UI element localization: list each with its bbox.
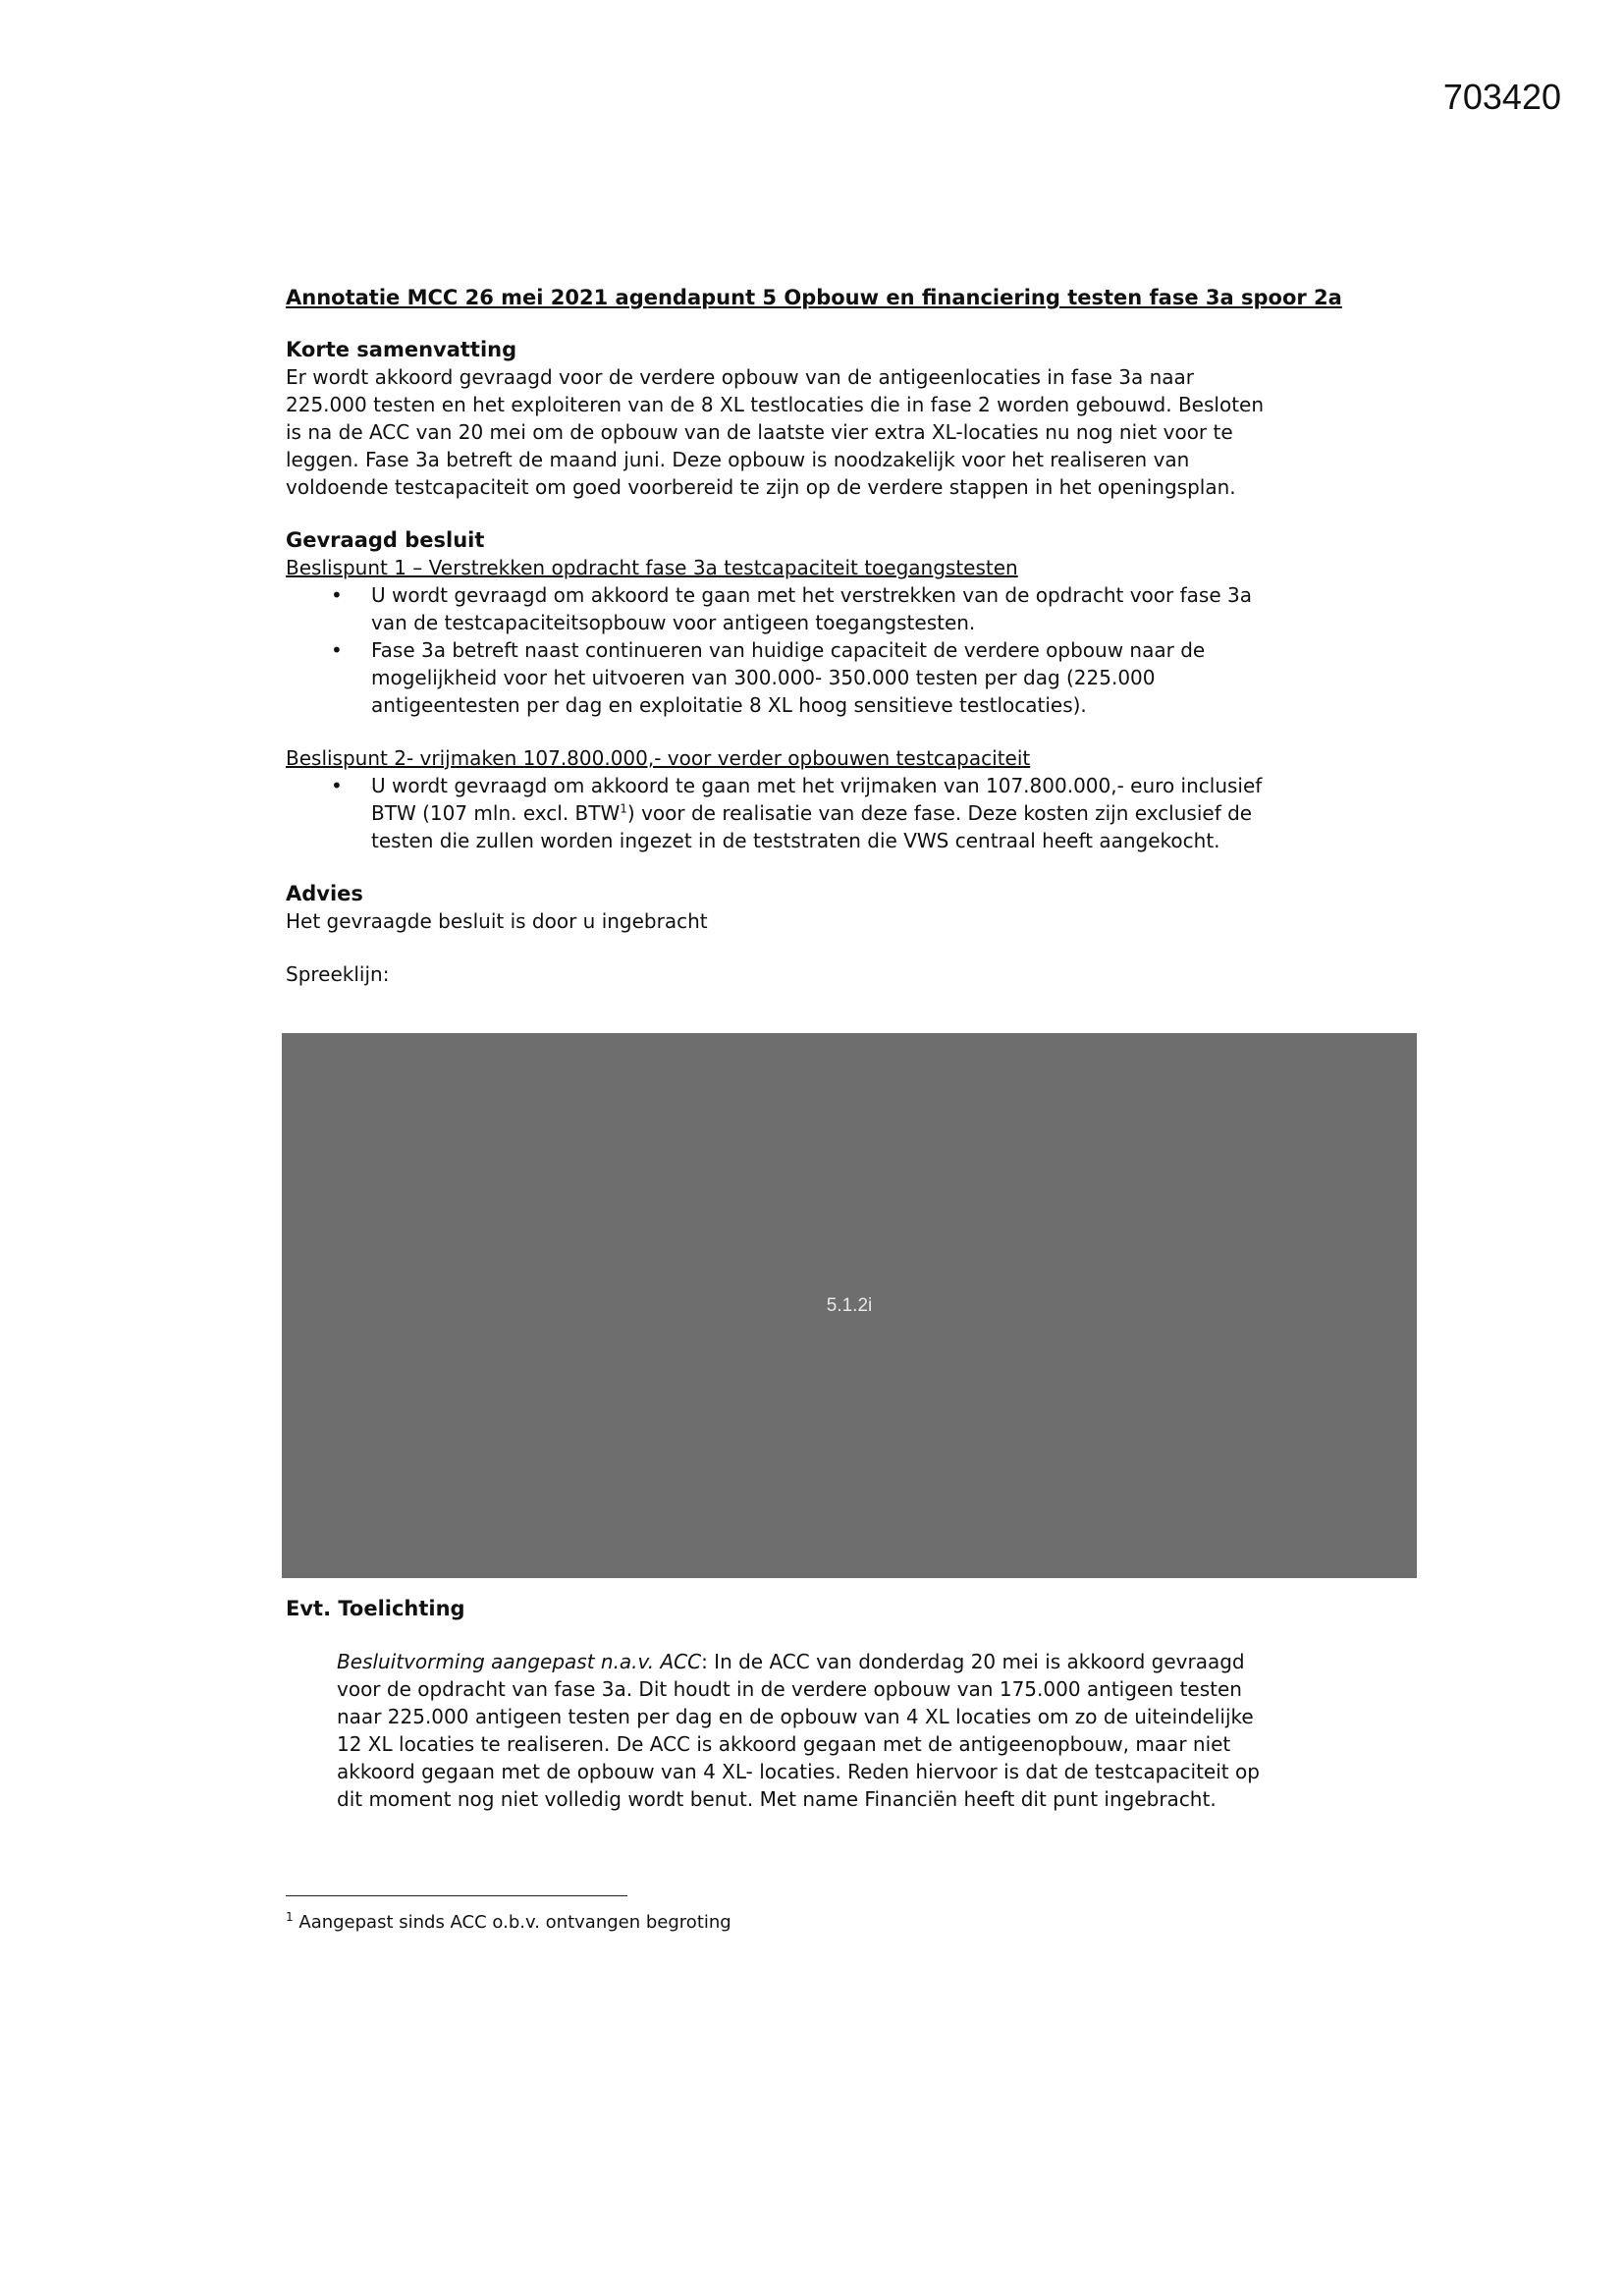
samenvatting-line: leggen. Fase 3a betreft de maand juni. Deze opbouw is noodzakelijk voor het realiseren van bbox=[286, 448, 1190, 471]
footnote-number: 1 bbox=[286, 1910, 294, 1924]
section-spreeklijn bbox=[286, 960, 1366, 988]
list-item bbox=[286, 581, 1366, 636]
toelichting-line: dit moment nog niet volledig wordt benut. Met name Financiën heeft dit punt ingebracht. bbox=[337, 1787, 1217, 1811]
toelichting-line bbox=[337, 1648, 1338, 1675]
bullet-line: van de testcapaciteitsopbouw voor antigeen toegangstesten. bbox=[371, 611, 976, 634]
toelichting-text: : In de ACC van donderdag 20 mei is akkoord gevraagd bbox=[701, 1650, 1245, 1673]
redaction-block bbox=[282, 1033, 1417, 1578]
toelichting-line: akkoord gegaan met de opbouw van 4 XL- locaties. Reden hiervoor is dat de testcapaciteit op bbox=[337, 1760, 1260, 1783]
document-number: 703420 bbox=[1442, 77, 1561, 117]
toelichting-body bbox=[337, 1648, 1338, 1813]
advies-heading: Advies bbox=[286, 882, 363, 905]
bullet-line bbox=[371, 799, 1366, 827]
toelichting-lead: Besluitvorming aangepast n.a.v. ACC bbox=[337, 1650, 702, 1673]
bullet-text: ) voor de realisatie van deze fase. Deze kosten zijn exclusief de bbox=[626, 801, 1253, 825]
section-besluit bbox=[286, 526, 1366, 719]
footnote-ref: 1 bbox=[620, 801, 627, 816]
toelichting-heading: Evt. Toelichting bbox=[286, 1597, 465, 1620]
list-item bbox=[286, 772, 1366, 854]
bullet-line: testen die zullen worden ingezet in de teststraten die VWS centraal heeft aangekocht. bbox=[371, 829, 1220, 852]
samenvatting-heading: Korte samenvatting bbox=[286, 338, 517, 361]
document-body bbox=[286, 285, 1366, 988]
toelichting-line: voor de opdracht van fase 3a. Dit houdt in de verdere opbouw van 175.000 antigeen testen bbox=[337, 1677, 1242, 1701]
bullet-line: • U wordt gevraagd om akkoord te gaan met het verstrekken van de opdracht voor fase 3a bbox=[371, 583, 1252, 607]
redaction-code: 5.1.2i bbox=[826, 1294, 873, 1316]
samenvatting-line: Er wordt akkoord gevraagd voor de verdere opbouw van de antigeenlocaties in fase 3a naar bbox=[286, 365, 1194, 389]
toelichting-line: 12 XL locaties te realiseren. De ACC is akkoord gegaan met de antigeenopbouw, maar niet bbox=[337, 1732, 1231, 1756]
beslispunt-2-heading: Beslispunt 2- vrijmaken 107.800.000,- voor verder opbouwen testcapaciteit bbox=[286, 746, 1031, 770]
document-title: Annotatie MCC 26 mei 2021 agendapunt 5 Opbouw en financiering testen fase 3a spoor 2a bbox=[286, 286, 1342, 309]
footnote-divider bbox=[286, 1895, 627, 1896]
spreeklijn-label: Spreeklijn: bbox=[286, 962, 390, 986]
samenvatting-line: voldoende testcapaciteit om goed voorbereid te zijn op de verdere stappen in het openingsplan. bbox=[286, 475, 1236, 499]
footnote bbox=[286, 1911, 731, 1935]
bullet-line: • Fase 3a betreft naast continueren van huidige capaciteit de verdere opbouw naar de bbox=[371, 638, 1206, 662]
beslispunt-1-list bbox=[286, 581, 1366, 719]
bullet-line: mogelijkheid voor het uitvoeren van 300.000- 350.000 testen per dag (225.000 bbox=[371, 666, 1156, 689]
section-advies bbox=[286, 880, 1366, 935]
list-item bbox=[286, 636, 1366, 719]
bullet-line: • U wordt gevraagd om akkoord te gaan met het vrijmaken van 107.800.000,- euro inclusief bbox=[371, 774, 1263, 797]
bullet-text: BTW (107 mln. excl. BTW bbox=[371, 801, 621, 825]
toelichting-line: naar 225.000 antigeen testen per dag en de opbouw van 4 XL locaties om zo de uiteindelijke bbox=[337, 1705, 1254, 1728]
samenvatting-line: is na de ACC van 20 mei om de opbouw van de laatste vier extra XL-locaties nu nog niet voor te bbox=[286, 420, 1233, 444]
section-beslispunt-2 bbox=[286, 744, 1366, 854]
samenvatting-line: 225.000 testen en het exploiteren van de 8 XL testlocaties die in fase 2 worden gebouwd. Besloten bbox=[286, 393, 1265, 416]
besluit-heading: Gevraagd besluit bbox=[286, 528, 485, 552]
beslispunt-1-heading: Beslispunt 1 – Verstrekken opdracht fase 3a testcapaciteit toegangstesten bbox=[286, 556, 1018, 579]
section-samenvatting bbox=[286, 336, 1366, 501]
section-toelichting bbox=[286, 1595, 1366, 1813]
bullet-line: antigeentesten per dag en exploitatie 8 XL hoog sensitieve testlocaties). bbox=[371, 693, 1087, 717]
beslispunt-2-list bbox=[286, 772, 1366, 854]
footnote-text: Aangepast sinds ACC o.b.v. ontvangen begroting bbox=[298, 1912, 731, 1933]
advies-text: Het gevraagde besluit is door u ingebracht bbox=[286, 909, 708, 933]
